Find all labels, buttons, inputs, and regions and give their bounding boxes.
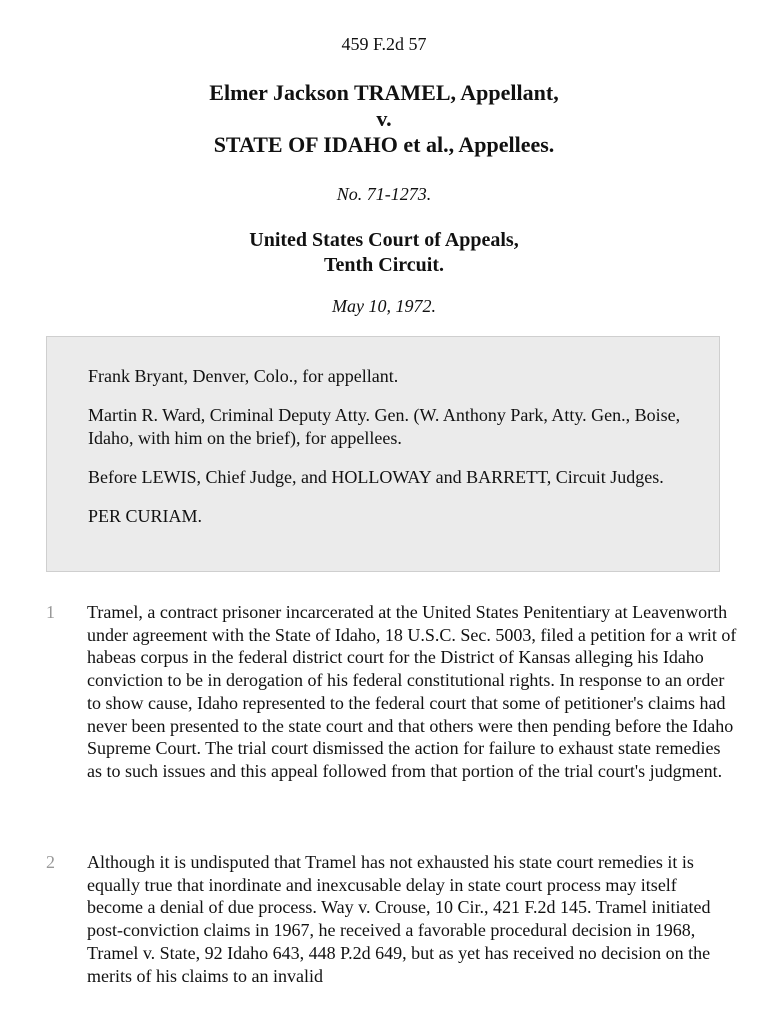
paragraph-number: 1 [46,602,55,622]
court-name [0,228,768,278]
counsel-box [46,336,720,572]
case-title [0,80,768,158]
docket-number: No. 71-1273. [336,184,432,204]
paragraph-number: 2 [46,852,55,872]
paragraph-text: Although it is undisputed that Tramel has not exhausted his state court remedies it is equally true that inordinate and inexcusable delay in state court process may itself become a denial of due process. Way v. Crouse, 10 Cir., 421 F.2d 145. Tramel initiated post-conviction claims in 1967, he received a favorable procedural decision in 1968, Tramel v. State, 92 Idaho 643, 448 P.2d 649, but as yet has received no decision on the merits of his claims to an invalid [87,852,711,986]
bench-panel: Before LEWIS, Chief Judge, and HOLLOWAY and BARRETT, Circuit Judges. [88,467,664,487]
case-title-appellees: STATE OF IDAHO et al., Appellees. [213,132,555,157]
counsel-appellant: Frank Bryant, Denver, Colo., for appellant. [88,366,399,386]
court-name-line1: United States Court of Appeals, [249,229,519,251]
citation: 459 F.2d 57 [341,34,427,54]
paragraph-text: Tramel, a contract prisoner incarcerated at the United States Penitentiary at Leavenworth under agreement with the State of Idaho, 18 U.S.C. Sec. 5003, filed a petition for a writ of habeas corpus in the federal district court for the District of Kansas alleging his Idaho conviction to be in derogation of his federal constitutional rights. In response to an order to show cause, Idaho represented to the federal court that some of petitioner's claims had never been presented to the state court and that others were then pending before the Idaho Supreme Court. The trial court dismissed the action for failure to exhaust state remedies as to such issues and this appeal followed from that portion of the trial court's judgment. [87,602,737,781]
case-title-versus: v. [376,106,392,131]
decision-date: May 10, 1972. [332,296,436,316]
court-name-line2: Tenth Circuit. [323,254,445,276]
per-curiam: PER CURIAM. [88,506,203,526]
counsel-appellees: Martin R. Ward, Criminal Deputy Atty. Gen. (W. Anthony Park, Atty. Gen., Boise, Idaho, with him on the brief), for appellees. [88,405,681,448]
case-title-appellant: Elmer Jackson TRAMEL, Appellant, [209,80,559,105]
